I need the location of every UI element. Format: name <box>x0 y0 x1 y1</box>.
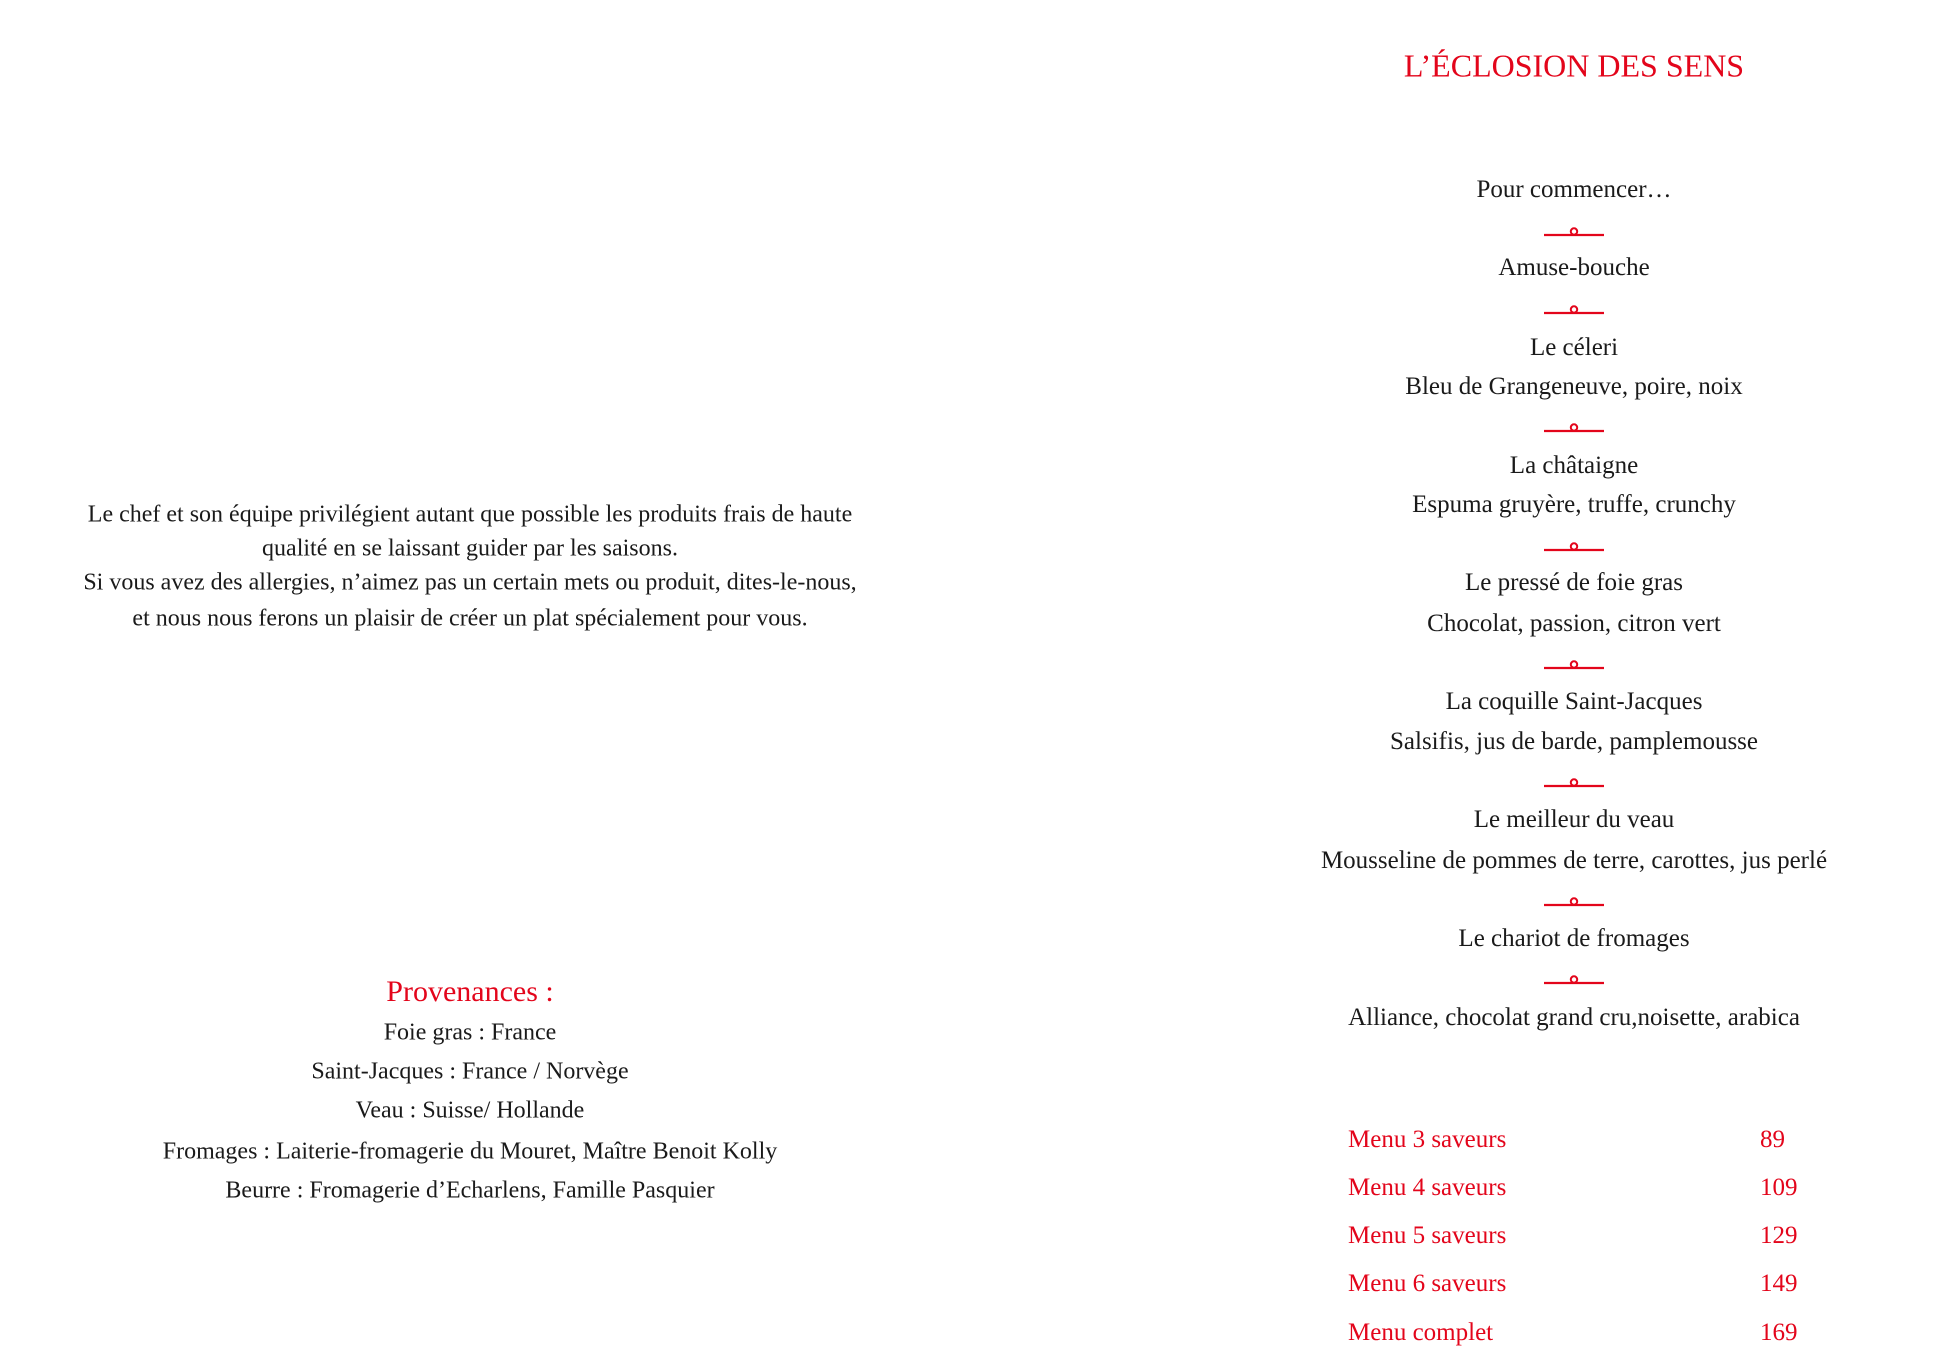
price-value: 109 <box>1760 1174 1798 1201</box>
ornament-divider-icon <box>1544 224 1604 238</box>
provenance-line: Saint-Jacques : France / Norvège <box>311 1058 629 1085</box>
intro-line: Le chef et son équipe privilégient autant que possible les produits frais de haute <box>87 501 853 528</box>
provenance-line: Veau : Suisse/ Hollande <box>355 1097 585 1124</box>
price-label: Menu complet <box>1348 1319 1494 1346</box>
ornament-divider-icon <box>1544 894 1604 908</box>
ornament-divider-icon <box>1544 775 1604 789</box>
provenance-line: Fromages : Laiterie-fromagerie du Mouret, Maître Benoit Kolly <box>162 1138 778 1165</box>
menu-title: L’ÉCLOSION DES SENS <box>1403 47 1745 84</box>
price-row <box>1348 1126 1800 1154</box>
price-label: Menu 6 saveurs <box>1348 1270 1507 1297</box>
intro-line: qualité en se laissant guider par les saisons. <box>262 535 678 562</box>
course-line: Espuma gruyère, truffe, crunchy <box>1412 491 1736 518</box>
price-value: 149 <box>1760 1270 1798 1297</box>
course-line: Salsifis, jus de barde, pamplemousse <box>1390 728 1758 755</box>
price-row <box>1348 1319 1800 1347</box>
course-line: Alliance, chocolat grand cru,noisette, arabica <box>1348 1004 1800 1031</box>
price-value: 169 <box>1760 1319 1798 1346</box>
ornament-divider-icon <box>1544 972 1604 986</box>
price-row <box>1348 1174 1800 1202</box>
course-line: Pour commencer… <box>1476 176 1672 203</box>
ornament-divider-icon <box>1544 539 1604 553</box>
course-line: Chocolat, passion, citron vert <box>1427 610 1721 637</box>
intro-line: Si vous avez des allergies, n’aimez pas un certain mets ou produit, dites-le-nous, <box>83 569 857 596</box>
price-row <box>1348 1270 1800 1298</box>
course-line: La coquille Saint-Jacques <box>1445 688 1703 715</box>
course-line: Le meilleur du veau <box>1473 806 1675 833</box>
ornament-divider-icon <box>1544 657 1604 671</box>
price-label: Menu 3 saveurs <box>1348 1126 1507 1153</box>
course-line: La châtaigne <box>1509 452 1639 479</box>
course-line: Bleu de Grangeneuve, poire, noix <box>1405 373 1743 400</box>
price-value: 89 <box>1760 1126 1785 1153</box>
course-line: Le pressé de foie gras <box>1465 569 1683 596</box>
price-label: Menu 4 saveurs <box>1348 1174 1507 1201</box>
price-row <box>1348 1222 1800 1250</box>
intro-line: et nous nous ferons un plaisir de créer un plat spécialement pour vous. <box>132 605 808 632</box>
provenance-line: Beurre : Fromagerie d’Echarlens, Famille Pasquier <box>225 1177 715 1204</box>
price-label: Menu 5 saveurs <box>1348 1222 1507 1249</box>
ornament-divider-icon <box>1544 302 1604 316</box>
course-line: Le céleri <box>1529 334 1619 361</box>
provenances-title: Provenances : <box>386 975 554 1008</box>
course-line: Mousseline de pommes de terre, carottes, jus perlé <box>1320 847 1828 874</box>
ornament-divider-icon <box>1544 420 1604 434</box>
provenance-line: Foie gras : France <box>383 1019 557 1046</box>
price-value: 129 <box>1760 1222 1798 1249</box>
course-line: Le chariot de fromages <box>1458 925 1690 952</box>
course-line: Amuse-bouche <box>1498 254 1650 281</box>
